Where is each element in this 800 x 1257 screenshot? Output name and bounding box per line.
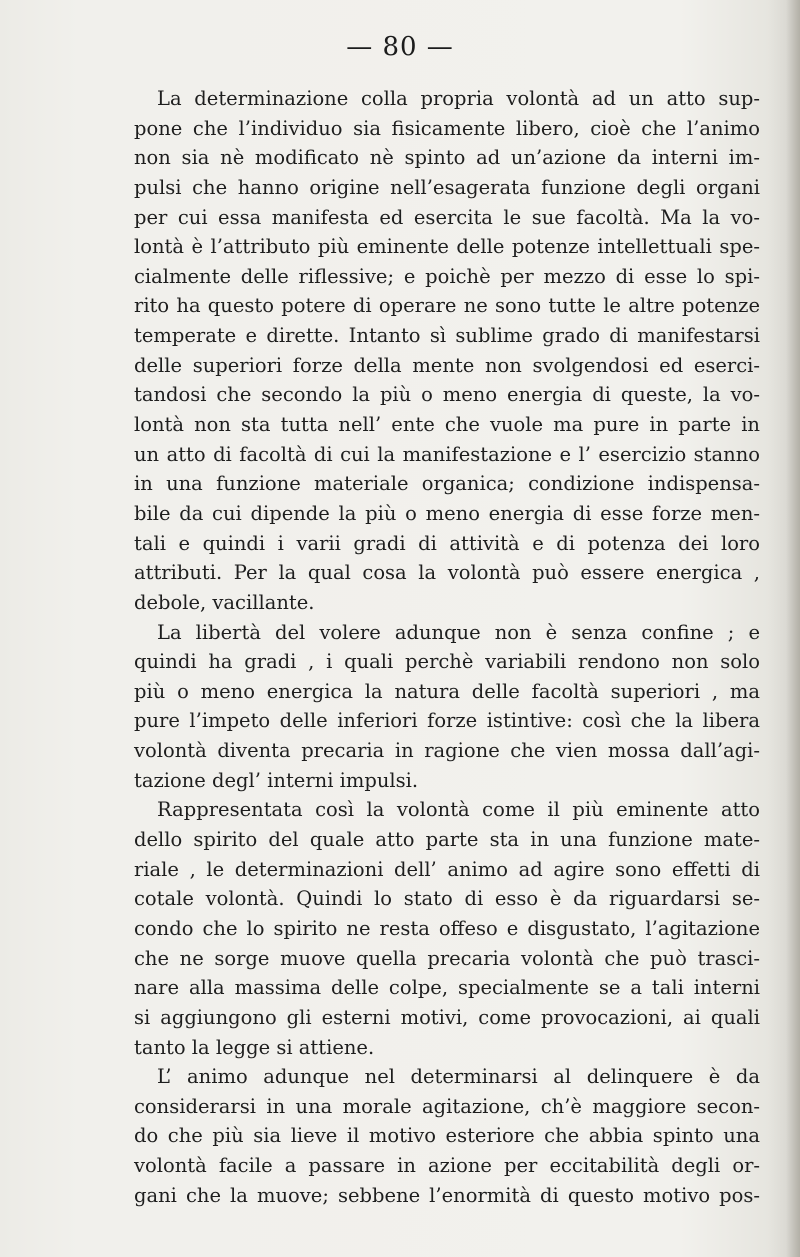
text-line: si aggiungono gli esterni motivi, come provocazioni, ai quali <box>134 1005 760 1029</box>
text-line: più o meno energica la natura delle facoltà superiori , ma <box>134 679 760 703</box>
text-line: gani che la muove; sebbene l’enormità di questo motivo pos- <box>134 1183 760 1207</box>
text-line: attributi. Per la qual cosa la volontà può essere energica , <box>134 561 760 585</box>
text-line: riale , le determinazioni dell’ animo ad agire sono effetti di <box>134 857 760 881</box>
text-line: considerarsi in una morale agitazione, ch’è maggiore secon- <box>134 1094 760 1118</box>
text-line: per cui essa manifesta ed esercita le sue facoltà. Ma la vo- <box>134 205 760 229</box>
text-line: tali e quindi i varii gradi di attività e di potenza dei loro <box>134 531 760 555</box>
text-line: tanto la legge si attiene. <box>134 1035 375 1059</box>
text-line: temperate e dirette. Intanto sì sublime grado di manifestarsi <box>134 324 760 348</box>
text-line: bile da cui dipende la più o meno energia di esse forze men- <box>134 501 760 525</box>
text-line: dello spirito del quale atto parte sta in una funzione mate- <box>134 828 760 852</box>
text-line: nare alla massima delle colpe, specialmente se a tali interni <box>134 976 760 1000</box>
text-line: lontà non sta tutta nell’ ente che vuole ma pure in parte in <box>134 413 760 437</box>
text-line: delle superiori forze della mente non svolgendosi ed eserci- <box>134 353 760 377</box>
text-line: Rappresentata così la volontà come il più eminente atto <box>157 798 760 822</box>
text-line: volontà facile a passare in azione per eccitabilità degli or- <box>134 1154 760 1178</box>
text-line: pulsi che hanno origine nell’esagerata funzione degli organi <box>134 175 760 199</box>
text-line: quindi ha gradi , i quali perchè variabili rendono non solo <box>134 650 760 674</box>
text-line: debole, vacillante. <box>134 590 315 614</box>
text-line: La libertà del volere adunque non è senza confine ; e <box>157 620 760 644</box>
text-line: La determinazione colla propria volontà ad un atto sup- <box>157 87 760 110</box>
text-line: cotale volontà. Quindi lo stato di esso è da riguardarsi se- <box>134 887 760 911</box>
text-line: pure l’impeto delle inferiori forze istintive: così che la libera <box>134 709 760 733</box>
page-number: — 80 — <box>346 32 454 62</box>
text-line: volontà diventa precaria in ragione che vien mossa dall’agi- <box>134 739 760 763</box>
text-line: non sia nè modificato nè spinto ad un’azione da interni im- <box>134 146 760 170</box>
text-line: rito ha questo potere di operare ne sono tutte le altre potenze <box>134 294 760 318</box>
body-text <box>134 84 760 1210</box>
text-line: do che più sia lieve il motivo esteriore che abbia spinto una <box>134 1124 760 1148</box>
text-line: che ne sorge muove quella precaria volontà che può trasci- <box>134 946 760 970</box>
text-line: in una funzione materiale organica; condizione indispensa- <box>134 472 760 496</box>
text-line: pone che l’individuo sia fisicamente libero, cioè che l’animo <box>134 116 760 140</box>
text-line: condo che lo spirito ne resta offeso e disgustato, l’agitazione <box>134 916 760 940</box>
text-line: tandosi che secondo la più o meno energia di queste, la vo- <box>134 383 760 407</box>
text-line: cialmente delle riflessive; e poichè per mezzo di esse lo spi- <box>134 264 760 288</box>
text-line: L’ animo adunque nel determinarsi al delinquere è da <box>157 1065 760 1089</box>
text-line: lontà è l’attributo più eminente delle potenze intellettuali spe- <box>134 235 760 259</box>
text-line: un atto di facoltà di cui la manifestazione e l’ esercizio stanno <box>134 442 760 466</box>
text-line: tazione degl’ interni impulsi. <box>134 768 419 792</box>
page-edge-shadow <box>786 0 800 1257</box>
